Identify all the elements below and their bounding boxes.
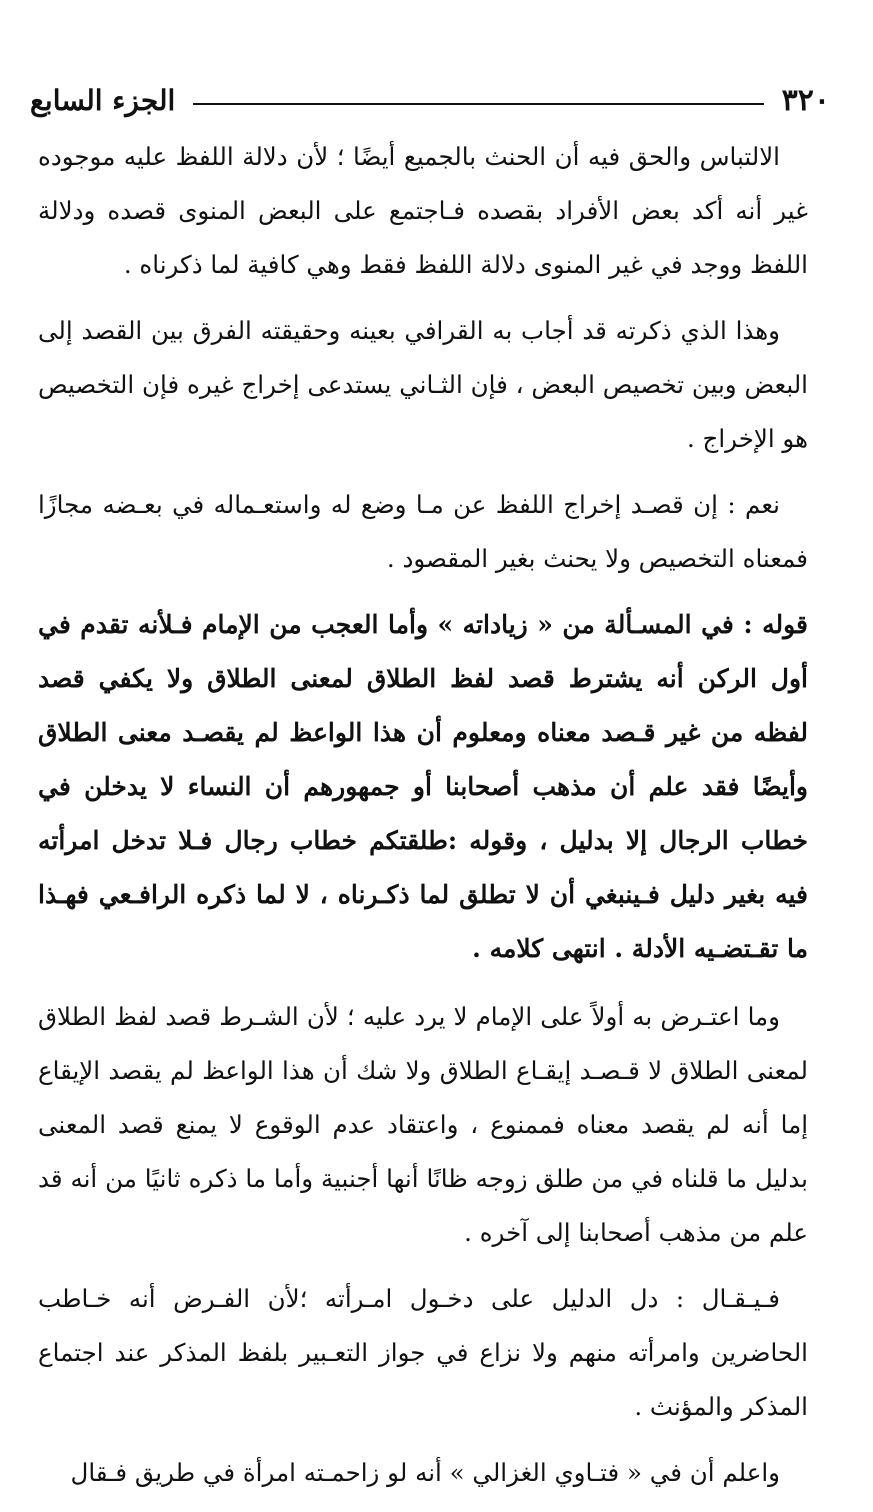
body-text (38, 130, 808, 1512)
paragraph: فـيـقـال : دل الدليل على دخـول امـرأته ؛لأن الفـرض أنه خـاطب الحاضرين وامرأته منهم ولا نزاع في جواز التعـبير بلفظ المذكر عند اجتماع المذكر والمؤنث . (38, 1284, 808, 1421)
running-title: الجزء السابع (30, 83, 176, 117)
paragraph: وهذا الذي ذكرته قد أجاب به القرافي بعينه وحقيقته الفرق بين القصد إلى البعض وبين تخصيص البعض ، فإن الثـاني يستدعى إخراج غيره فإن التخصيص هو الإخراج . (38, 316, 808, 453)
page-header (30, 80, 830, 120)
paragraph: نعم : إن قصـد إخراج اللفظ عن مـا وضع له واستعـماله في بعـضه مجازًا فمعناه التخصيص ولا يحنث بغير المقصود . (38, 490, 808, 573)
paragraph: واعلم أن في « فتـاوي الغزالي » أنه لو زاحمـته امرأة في طريق فـقال (70, 1458, 780, 1487)
paragraph: الالتباس والحق فيه أن الحنث بالجميع أيضًا ؛ لأن دلالة اللفظ عليه موجوده غير أنه أكد بعض الأفراد بقصده فـاجتمع على البعض المنوى قصده ودلالة اللفظ ووجد في غير المنوى دلالة اللفظ فقط وهي كافية لما ذكرناه . (38, 142, 808, 279)
header-rule (193, 103, 763, 105)
paragraph-quoted-bold: قوله : في المسـألة من « زياداته » وأما العجب من الإمام فـلأنه تقدم في أول الركن أنه يشترط قصد لفظ الطلاق لمعنى الطلاق ولا يكفي قصد لفظه من غير قـصد معناه ومعلوم أن هذا الواعظ لم يقصـد معنى الطلاق وأيضًا فقد علم أن مذهب أصحابنا أو جمهورهم أن النساء لا يدخلن في خطاب الرجال إلا بدليل ، وقوله :طلقتكم خطاب رجال فـلا تدخل امرأته فيه بغير دليل فـينبغي أن لا تطلق لما ذكـرناه ، لا لما ذكره الرافـعي فهـذا ما تقـتضـيه الأدلة . انتهى كلامه . (38, 610, 808, 963)
paragraph: وما اعتـرض به أولاً على الإمام لا يرد عليه ؛ لأن الشـرط قصد لفظ الطلاق لمعنى الطلاق لا قـصـد إيقـاع الطلاق ولا شك أن هذا الواعظ لم يقصد الإيقاع إما أنه لم يقصد معناه فممنوع ، واعتقاد عدم الوقوع لا يمنع قصد المعنى بدليل ما قلناه في من طلق زوجه ظانًا أنها أجنبية وأما ما ذكره ثانيًا من أنه قد علم من مذهب أصحابنا إلى آخره . (38, 1002, 808, 1247)
page-number: ٣٢٠ (781, 82, 830, 118)
